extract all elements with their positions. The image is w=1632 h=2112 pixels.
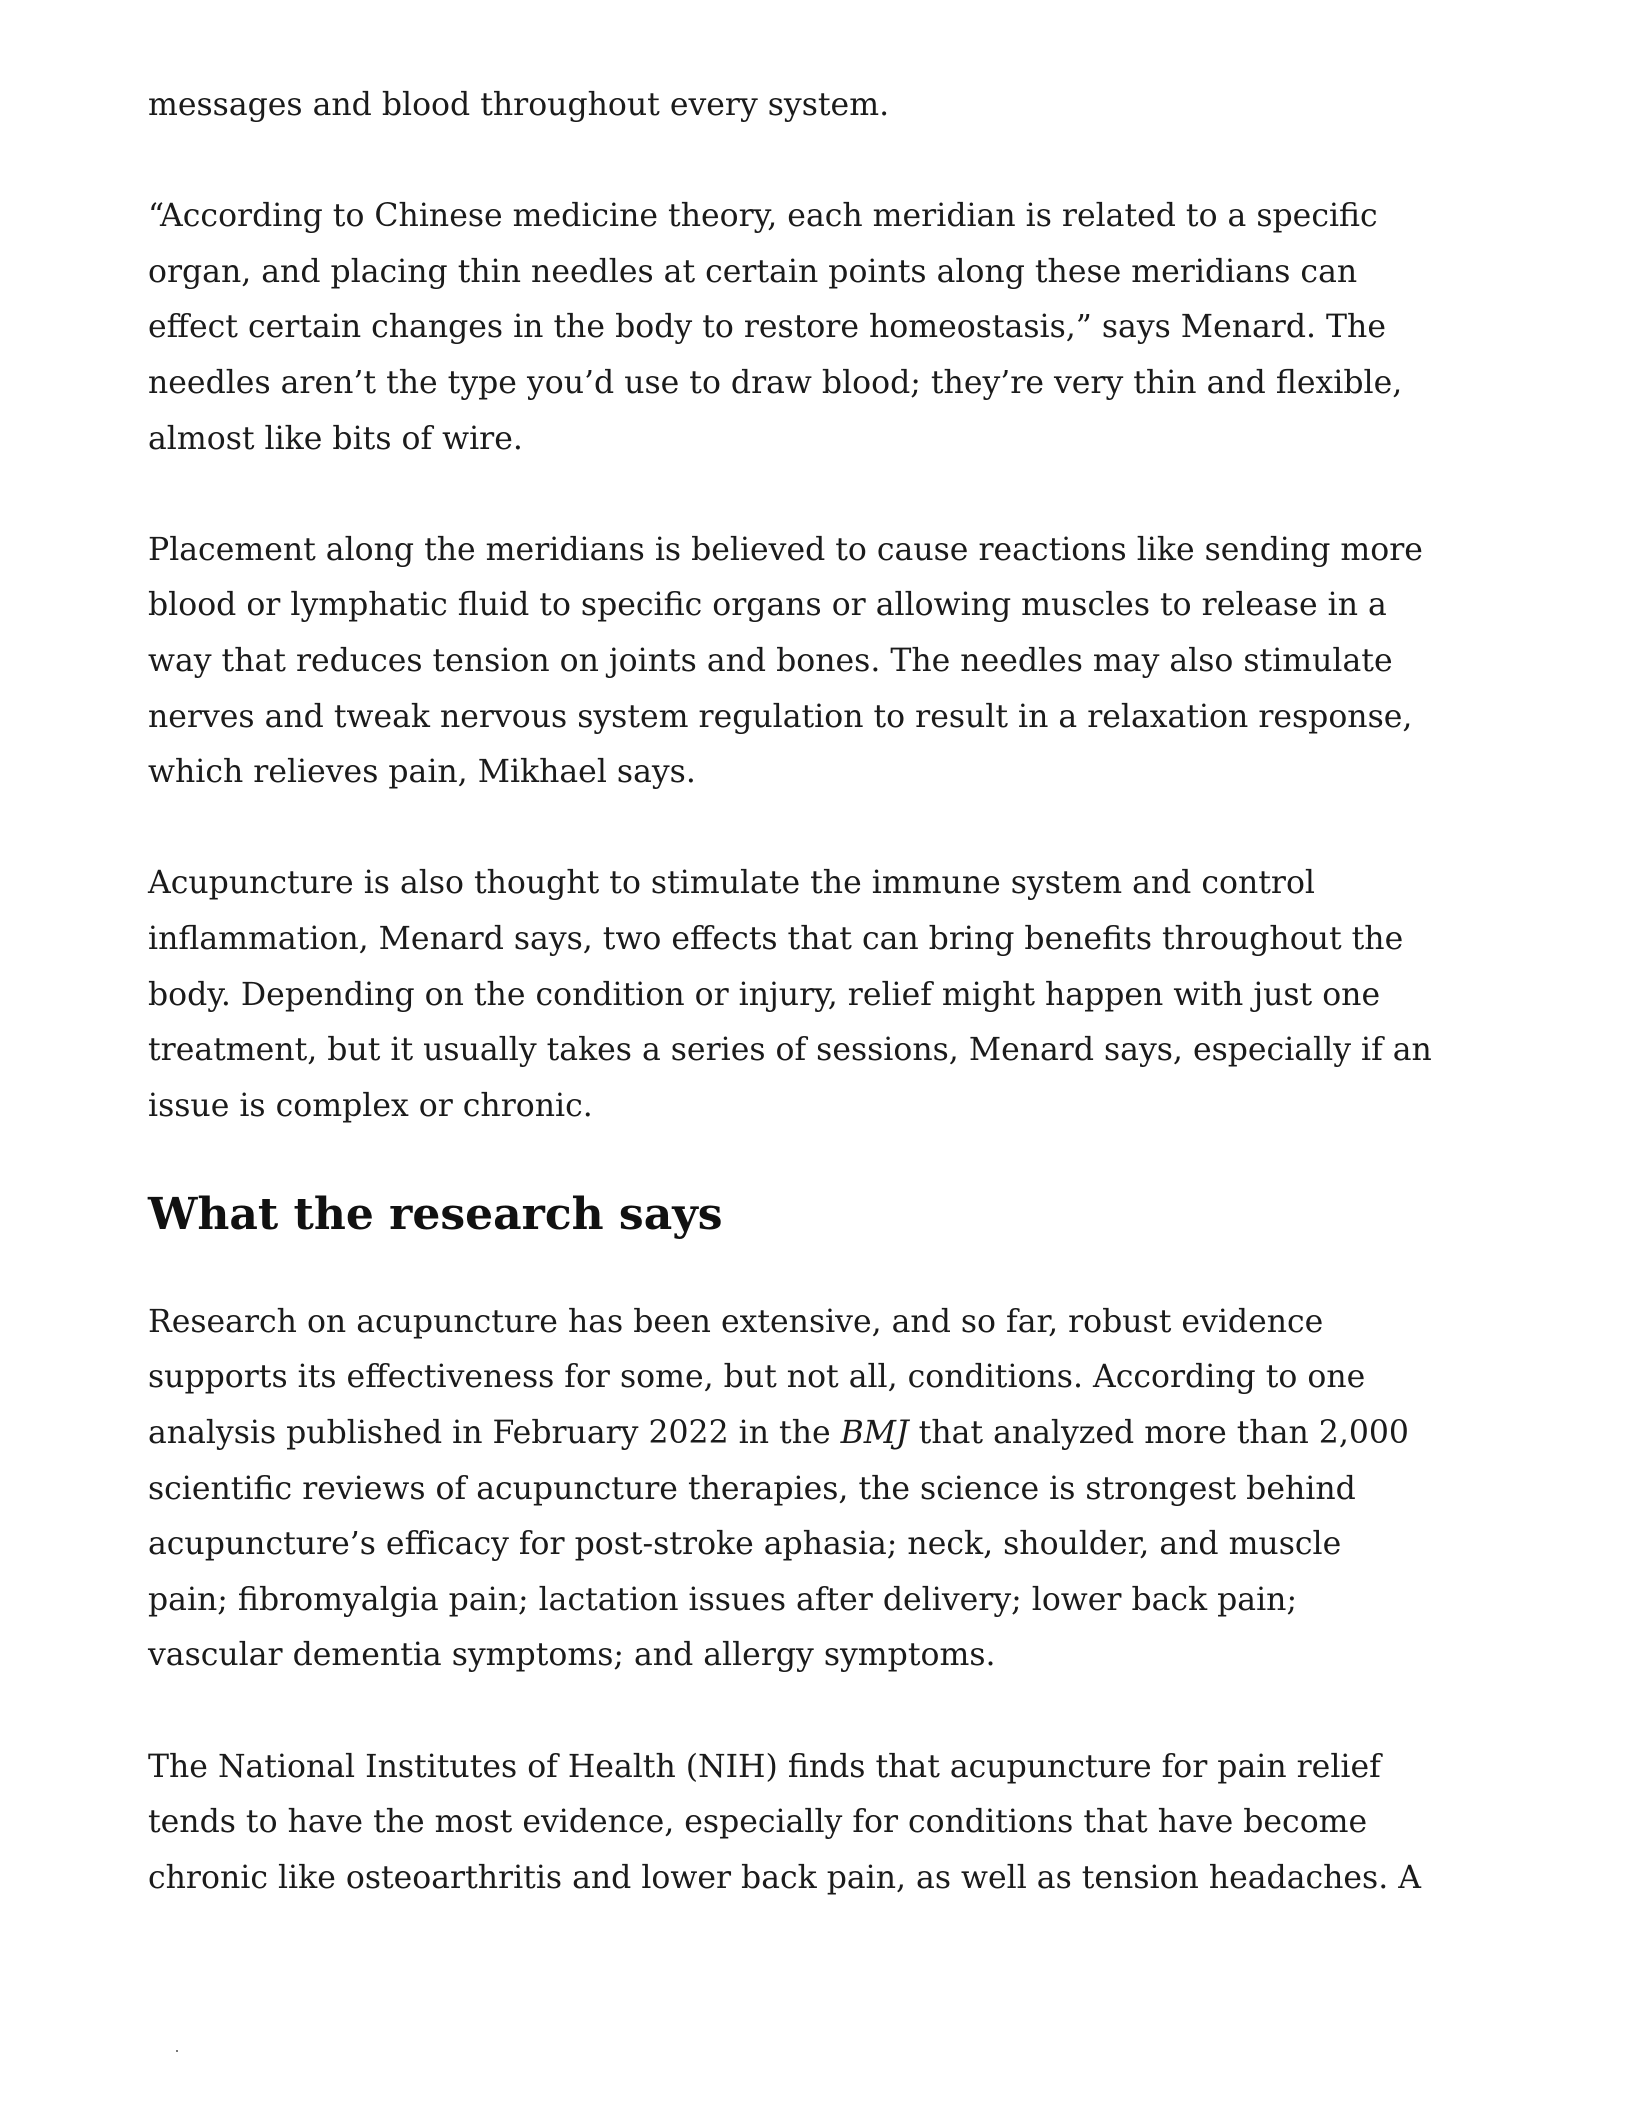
research-text-part-1: Research on acupuncture has been extensive, and so far, robust evidence supports its effectiveness for some, but not all, conditions. According to one analysis published in February 2022 in the: [148, 1303, 1366, 1452]
paragraph-placement: Placement along the meridians is believed to cause reactions like sending more blood or lymphatic fluid to specific organs or allowing muscles to release in a way that reduces tension on joints and bones. The needles may also stimulate nerves and tweak nervous system regulation to result in a relaxation response, which relieves pain, Mikhael says.: [148, 531, 1423, 791]
paragraph-messages: messages and blood throughout every system.: [148, 87, 890, 123]
article-body: [148, 78, 1448, 1962]
paragraph-nih: The National Institutes of Health (NIH) finds that acupuncture for pain relief tends to have the most evidence, especially for conditions that have become chronic like osteoarthritis and lower back pain, as well as tension headaches. A: [148, 1748, 1421, 1896]
paragraph-research: [148, 1295, 1448, 1684]
paragraph-meridian-theory: “According to Chinese medicine theory, each meridian is related to a specific organ, and placing thin needles at certain points along these meridians can effect certain changes in the body to restore homeostasis,” says Menard. The needles aren’t the type you’d use to draw blood; they’re very thin and flexible, almost like bits of wire.: [148, 198, 1403, 457]
research-text-part-2: that analyzed more than 2,000 scientific reviews of acupuncture therapies, the science is strongest behind acupuncture’s efficacy for post-stroke aphasia; neck, shoulder, and muscle pain; fibromyalgia pain; lactation issues after delivery; lower back pain; vascular dementia symptoms; and allergy symptoms.: [148, 1415, 1409, 1674]
section-heading-research: What the research says: [148, 1188, 723, 1240]
paragraph-immune-system: Acupuncture is also thought to stimulate the immune system and control inflammation, Menard says, two effects that can bring benefits throughout the body. Depending on the condition or injury, relief might happen with just one treatment, but it usually takes a series of sessions, Menard says, especially if an issue is complex or chronic.: [148, 865, 1432, 1124]
page-dot-mark: [176, 2050, 178, 2052]
journal-name-bmj: BMJ: [840, 1415, 909, 1452]
